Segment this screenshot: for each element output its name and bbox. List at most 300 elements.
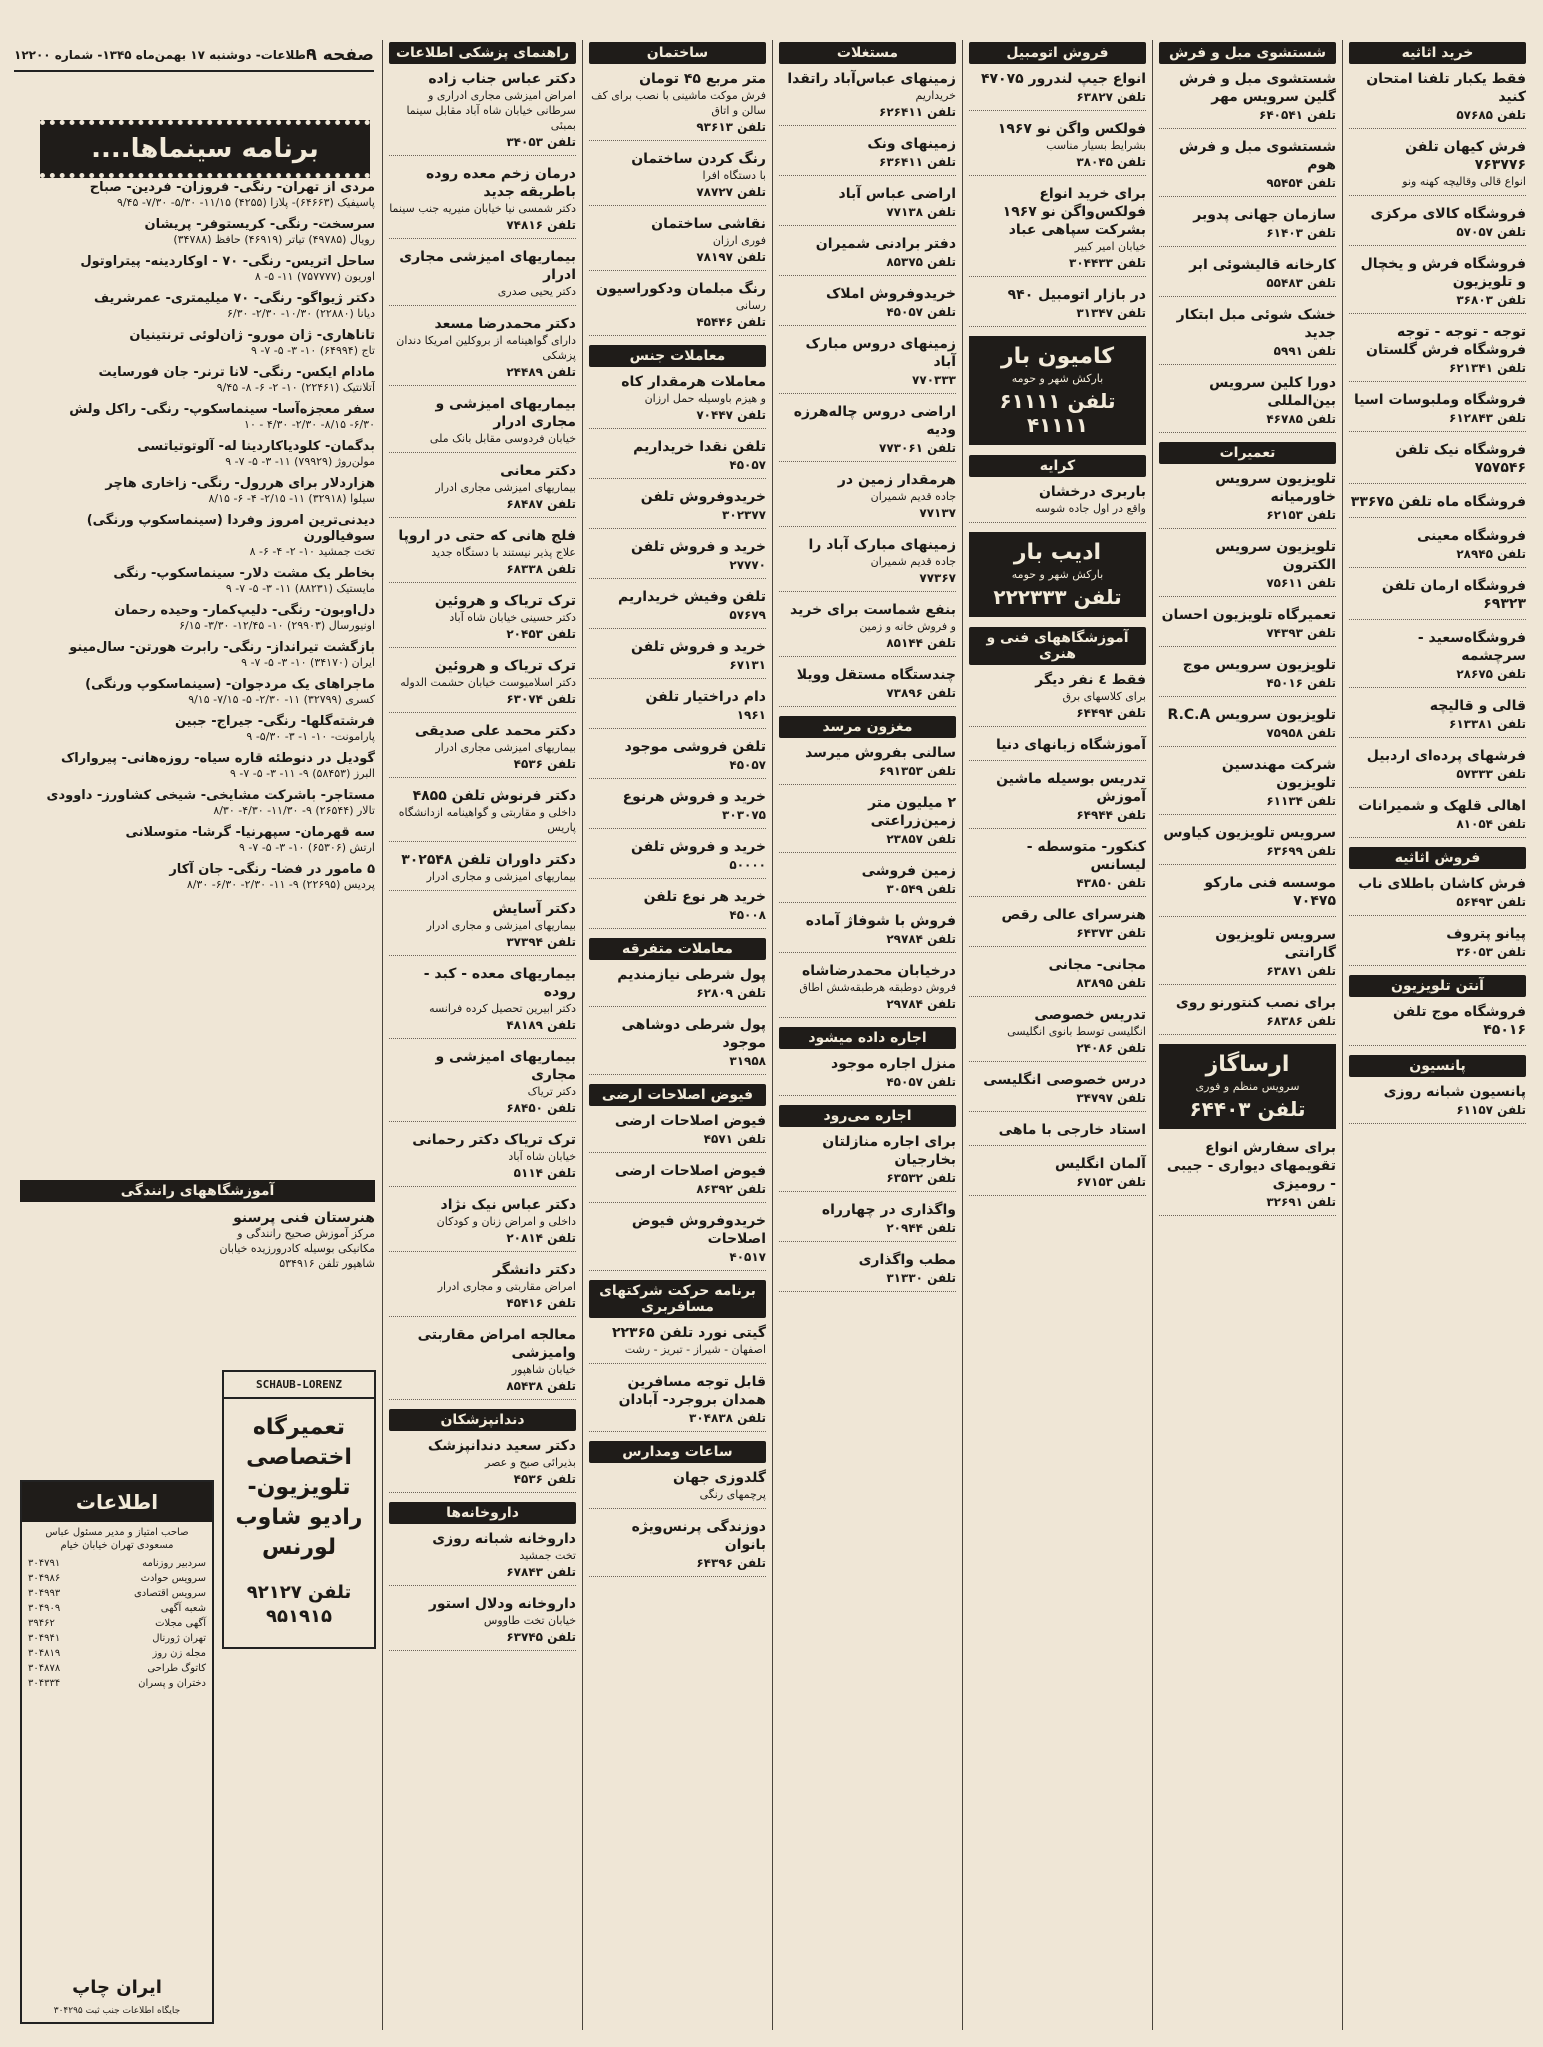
ad-title: داروخانه شبانه روزی	[432, 1531, 576, 1547]
ad-phone: تلفن ۶۸۳۸۶	[1266, 1014, 1336, 1028]
directory-phone: ۳۰۴۸۱۹	[28, 1648, 61, 1659]
ad-phone: تلفن ۶۱۱۵۷	[1456, 1103, 1526, 1117]
ad-phone: تلفن ۲۴۴۸۹	[506, 365, 576, 379]
ad-title: فروشگاه ارمان تلفن ۶۹۳۲۳	[1381, 578, 1526, 612]
section-header: معاملات جنس	[589, 345, 766, 367]
classified-ad	[1159, 256, 1336, 297]
ad-body: با دستگاه افرا	[702, 169, 766, 182]
cinema-showtimes: ۶/۳۰- ۸/۱۵- ۲/۳۰- ۴/۳۰ - ۱۰	[244, 418, 375, 431]
ad-title: بیماریهای امیزشی و مجاری ادرار	[435, 396, 576, 430]
cinema-film-title: تاناهاری- ژان مورو- ژان‌لوئی ترنتینیان	[129, 328, 375, 343]
ad-title: فروشگاه معینی	[1416, 528, 1526, 544]
ad-phone: ۳۰۳۰۷۵	[722, 808, 766, 822]
ad-title: معالجه امراض مقاربتی وامیزشی	[417, 1327, 576, 1361]
ad-title: دفتر برادنی شمیران	[815, 236, 956, 252]
ad-body: برای کلاسهای برق	[1062, 690, 1146, 703]
ad-title: مطب واگذاری	[858, 1252, 956, 1268]
classified-ad	[779, 794, 956, 853]
cinema-film-title: مردی از تهران- رنگی- فروزان- فردین- صباح	[89, 180, 375, 195]
classified-ad	[969, 956, 1146, 997]
ad-phone: تلفن ۶۸۳۳۸	[506, 562, 576, 576]
ad-body: انگلیسی توسط بانوی انگلیسی	[1007, 1025, 1146, 1038]
ad-title: بیماریهای امیزشی و مجاری	[435, 1049, 576, 1083]
classified-ad	[779, 185, 956, 226]
classified-ad	[589, 588, 766, 629]
cinema-listing	[20, 825, 375, 855]
ad-title: دکتر آسایش	[492, 901, 576, 917]
ad-title: چندستگاه مستقل وویلا	[796, 667, 956, 683]
schaub-lorenz-logo: SCHAUB-LORENZ	[224, 1372, 374, 1399]
classified-ad	[389, 70, 576, 156]
classified-ad	[779, 403, 956, 462]
ad-title: درخیابان محمدرضاشاه	[801, 963, 956, 979]
ad-title: دکتر محمد علی صدیقی	[414, 723, 576, 739]
section-header: برنامه حرکت شرکتهای مسافربری	[589, 1280, 766, 1318]
ad-body: بیماریهای امیزشی مجاری ادرار	[435, 741, 576, 754]
ad-title: آلمان انگلیس	[1055, 1156, 1146, 1172]
cinema-listing	[20, 439, 375, 469]
ad-title: خرید و فروش تلفن	[630, 839, 766, 855]
classified-ad	[969, 1155, 1146, 1196]
classified-ad	[969, 1006, 1146, 1062]
ad-phone: ۲۷۷۷۰	[729, 558, 766, 572]
ad-body: تخت جمشید	[519, 1549, 576, 1562]
ad-title: خریدوفروش تلفن	[640, 489, 766, 505]
ad-title: سرویس تلویزیون گارانتی	[1215, 927, 1336, 961]
ad-title: ۲ میلیون متر زمین‌زراعتی	[868, 795, 956, 829]
classified-ad	[589, 215, 766, 271]
classified-ad	[779, 471, 956, 527]
classified-ad	[389, 1196, 576, 1252]
ad-title: تلویزیون سرویس R.C.A	[1167, 707, 1336, 723]
ad-title: خشک شوئی مبل ابتکار جدید	[1176, 307, 1336, 341]
cinema-listing	[20, 640, 375, 670]
directory-label: سرویس حوادث	[140, 1573, 206, 1584]
date-line: اطلاعات- دوشنبه ۱۷ بهمن‌ماه ۱۳۴۵- شماره ۱۲۲۰۰	[14, 48, 311, 62]
ad-title: تلویزیون سرویس الکترون	[1215, 539, 1336, 573]
ad-title: تعمیرگاه تلویزیون احسان	[1161, 607, 1336, 623]
ad-title: فرشهای پرده‌ای اردبیل	[1366, 748, 1526, 764]
ad-title: شرکت مهندسین تلویزیون	[1221, 757, 1336, 791]
column-medical	[382, 40, 582, 2030]
classified-ad	[1159, 70, 1336, 129]
banner-sub: بارکش شهر و حومه	[1011, 372, 1104, 385]
directory-label: دختران و پسران	[138, 1678, 206, 1689]
classified-ad	[1159, 1139, 1336, 1216]
classified-ad	[1159, 656, 1336, 697]
ad-phone: تلفن ۴۶۷۸۵	[1266, 412, 1336, 426]
ad-phone: تلفن ۴۵۴۴۶	[696, 315, 766, 329]
ad-body: خیابان شاهپور	[511, 1363, 576, 1376]
ad-phone: تلفن ۸۵۳۷۵	[886, 255, 956, 269]
ad-title: دکتر عباس نیک نژاد	[440, 1197, 576, 1213]
cinema-film-title: مادام ایکس- رنگی- لانا ترنر- جان فورسایت	[98, 365, 375, 380]
directory-row	[22, 1556, 212, 1571]
ad-title: دکتر عباس جناب زاده	[428, 71, 576, 87]
ad-phone: تلفن ۵۵۴۸۳	[1266, 276, 1336, 290]
banner-title: ارساگاز	[1205, 1052, 1290, 1077]
ettelaat-info: صاحب امتیاز و مدیر مسئول عباس مسعودی تهران خیابان خیام	[45, 1527, 189, 1551]
ad-phone: ۴۵۰۵۷	[729, 458, 766, 472]
directory-row	[22, 1586, 212, 1601]
ad-phone: تلفن ۶۱۱۳۴	[1266, 794, 1336, 808]
cinema-showtimes: تخت جمشید ۱۰- ۲- ۴- ۶- ۸	[249, 545, 375, 558]
ad-title: پول شرطی نیازمندیم	[617, 967, 766, 983]
classified-ad	[389, 527, 576, 583]
classified-ad	[589, 1324, 766, 1364]
ad-body: داخلی و مقاربتی و گواهینامه ازدانشگاه پاریس	[398, 806, 576, 834]
ad-body: اصفهان - شیراز - تبریز - رشت	[624, 1343, 766, 1356]
ad-title: دکتر داوران تلفن ۳۰۲۵۴۸	[401, 852, 576, 868]
ad-phone: تلفن ۲۸۹۴۵	[1456, 547, 1526, 561]
ad-title: معاملات هرمقدار کاه	[621, 374, 766, 390]
classified-ad	[969, 838, 1146, 897]
classified-ad	[589, 1469, 766, 1509]
column-furniture	[1342, 40, 1532, 2030]
classified-ad	[589, 280, 766, 336]
schaub-lorenz-ad	[222, 1370, 376, 1649]
ad-title: اهالی قلهک و شمیرانات	[1358, 798, 1526, 814]
cinema-showtimes: رویال (۴۹۷۸۵) تیاتر (۴۶۹۱۹) حافظ (۳۴۷۸۸)	[173, 233, 375, 246]
classified-ad	[779, 70, 956, 126]
ad-phone: تلفن ۲۸۶۷۵	[1456, 667, 1526, 681]
banner-phone: تلفن ۶۱۱۱۱ ۴۱۱۱۱	[999, 389, 1116, 437]
ad-phone: تلفن ۴۵۳۶	[513, 757, 576, 771]
directory-label: سردبیر روزنامه	[142, 1558, 206, 1569]
ad-phone: تلفن ۴۵۳۶	[513, 1472, 576, 1486]
classified-ad	[969, 286, 1146, 327]
classified-ad	[1159, 138, 1336, 197]
section-header: ساختمان	[589, 42, 766, 64]
classified-ad	[1349, 323, 1526, 382]
cinema-film-title: ساحل اتریس- رنگی- ۷۰ - اوکاردینه- پیتراوتول	[80, 254, 375, 269]
column-automobiles	[962, 40, 1152, 2030]
ad-phone: تلفن ۴۵۰۵۷	[886, 305, 956, 319]
classified-ad	[589, 1162, 766, 1203]
ad-phone: تلفن ۶۳۵۳۲	[886, 1171, 956, 1185]
ad-title: کارخانه قالیشوئی ابر	[1189, 257, 1336, 273]
ad-phone: تلفن ۴۵۴۱۶	[506, 1296, 576, 1310]
ad-title: دام دراختیار تلفن	[645, 689, 766, 705]
ad-title: پیانو پتروف	[1446, 926, 1526, 942]
ad-title: تدریس خصوصی	[1034, 1007, 1146, 1023]
cinema-showtimes: پاسیفیک (۶۴۶۶۳)- پلازا (۴۲۵۵) ۱۱/۱۵- ۵/۳۰- ۷/۳۰- ۹/۴۵	[116, 196, 375, 209]
cinema-showtimes: اوریون (۷۵۷۷۷۷) ۱۱- ۵- ۸	[254, 270, 375, 283]
ad-phone: تلفن ۶۱۲۸۴۳	[1449, 411, 1526, 425]
directory-row	[22, 1571, 212, 1586]
ad-body: دکتر حسینی خیابان شاه آباد	[449, 611, 576, 624]
ad-phone: تلفن ۸۶۳۹۲	[696, 1182, 766, 1196]
ad-title: متر مربع ۴۵ تومان	[639, 71, 766, 87]
section-header: مستغلات	[779, 42, 956, 64]
classified-ad	[1159, 824, 1336, 865]
ad-phone: تلفن ۳۶۰۵۳	[1456, 945, 1526, 959]
ad-phone: تلفن ۷۸۷۲۷	[696, 185, 766, 199]
ad-body: خیابان فردوسی مقابل بانک ملی	[429, 432, 576, 445]
classified-ad	[1349, 70, 1526, 129]
cinema-showtimes: ارتش (۶۵۳۰۶) ۱۰- ۳- ۵- ۷- ۹	[239, 841, 375, 854]
ad-phone: تلفن ۶۴۰۵۴۱	[1259, 108, 1336, 122]
cinema-listing	[20, 603, 375, 633]
directory-phone: ۳۰۴۳۳۴	[28, 1678, 61, 1689]
ad-title: نقاشی ساختمان	[651, 216, 766, 232]
column-cleaning-repairs	[1152, 40, 1342, 2030]
ad-phone: ۵۰۰۰۰	[729, 858, 766, 872]
classified-ad	[1159, 606, 1336, 647]
section-header: ساعات ومدارس	[589, 1441, 766, 1463]
ad-title: شستشوی مبل و فرش هوم	[1179, 139, 1336, 173]
classified-ad	[389, 851, 576, 891]
classified-ad	[779, 1055, 956, 1096]
ad-title: دکتر دانشگر	[493, 1262, 576, 1278]
section-header: اجاره می‌رود	[779, 1105, 956, 1127]
cinema-listing	[20, 788, 375, 818]
classified-ad	[1159, 306, 1336, 365]
ad-phone: تلفن ۶۳۶۹۹	[1266, 844, 1336, 858]
cinema-listing	[20, 217, 375, 247]
ad-body: دارای گواهینامه از بروکلین امریکا دندان پزشکی	[396, 334, 576, 362]
ad-title: زمینهای عباس‌آباد راتقدا	[787, 71, 956, 87]
driving-school-title: هنرستان فنی پرسنو	[233, 1210, 375, 1226]
ad-title: تدریس بوسیله ماشین آموزش	[996, 771, 1146, 805]
classified-ad	[389, 1595, 576, 1651]
directory-phone: ۳۰۴۸۷۸	[28, 1663, 61, 1674]
ad-body: انواع قالی وقالیچه کهنه ونو	[1402, 175, 1526, 188]
classified-ad	[1159, 206, 1336, 247]
classified-ad	[969, 483, 1146, 523]
ad-title: خریدوفروش املاک	[825, 286, 956, 302]
ad-title: فقط ٤ نفر دیگر	[1035, 672, 1146, 688]
ad-phone: ۳۱۹۵۸	[729, 1054, 766, 1068]
section-header: فروش اثاثیه	[1349, 847, 1526, 869]
directory-label: مجله زن روز	[152, 1648, 206, 1659]
cinema-film-title: مستاجر- باشرکت مشایخی- شیخی کشاورز- داوودی	[46, 788, 375, 803]
ad-body: خریداریم	[915, 89, 956, 102]
ad-phone: تلفن ۶۴۳۹۶	[696, 1556, 766, 1570]
ad-body: خیابان شاه آباد	[508, 1150, 576, 1163]
classified-ad	[1349, 797, 1526, 838]
ad-title: خرید و فروش تلفن	[630, 639, 766, 655]
ad-phone: تلفن ۷۸۱۹۷	[696, 250, 766, 264]
ad-title: فلج هانی که حتی در اروپا	[398, 528, 576, 544]
classified-ad	[1349, 1083, 1526, 1124]
ad-body: دکتر یحیی صدری	[497, 285, 576, 298]
ad-title: فروشگاه ماه تلفن ۳۳۶۷۵	[1350, 494, 1526, 510]
section-header: مغزون مرسد	[779, 716, 956, 738]
ad-phone: ۴۵۰۵۷	[729, 758, 766, 772]
ad-title: فرش کیهان تلفن ۷۶۳۷۷۶	[1405, 139, 1526, 173]
cinema-listing	[20, 476, 375, 506]
ad-title: برای خرید انواع فولکس‌واگن نو ۱۹۶۷ بشرکت سپاهی عباد	[1002, 186, 1146, 238]
ettelaat-box	[20, 1480, 214, 2024]
ad-body: پرچمهای رنگی	[699, 1488, 766, 1501]
cinema-film-title: ۵ مامور در فضا- رنگی- جان آکار	[169, 862, 375, 877]
classified-ad	[1349, 697, 1526, 738]
ad-body: بذیرائی صبح و عصر	[485, 1456, 576, 1469]
ad-title: دورا کلین سرویس بین‌المللی	[1209, 375, 1336, 409]
classified-ad	[389, 965, 576, 1039]
ad-title: هرمقدار زمین در	[837, 472, 956, 488]
boxed-banner-ad	[1159, 1044, 1336, 1129]
ad-phone: تلفن ۲۳۸۵۷	[886, 832, 956, 846]
ad-phone: تلفن ۲۹۷۸۴	[886, 932, 956, 946]
directory-label: آگهی مجلات	[155, 1618, 206, 1629]
classified-ad	[779, 666, 956, 707]
ad-title: بنفع شماست برای خرید	[790, 602, 956, 618]
cinema-film-title: دل‌اوبون- رنگی- دلیپ‌کمار- وحیده رحمان	[114, 603, 375, 618]
ad-title: گلدوزی جهان	[673, 1470, 766, 1486]
classified-ad	[1349, 441, 1526, 484]
cinema-listing	[20, 402, 375, 432]
ad-phone: ۳۰۲۳۷۷	[722, 508, 766, 522]
ad-body: علاج پذیر نیستند با دستگاه جدید	[431, 546, 576, 559]
ad-phone: تلفن ۳۴۷۹۷	[1076, 1091, 1146, 1105]
ad-body: رسانی	[735, 299, 766, 312]
classified-ad	[389, 165, 576, 239]
cinema-film-title: سرسخت- رنگی- کریستوفر- پریشان	[144, 217, 375, 232]
banner-title: ادیب بار	[1013, 540, 1102, 565]
ad-title: فروشگاه وملبوسات اسیا	[1354, 392, 1526, 408]
ad-phone: تلفن ۳۷۳۹۴	[506, 935, 576, 949]
classified-ad	[1349, 391, 1526, 432]
section-header: فیوض اصلاحات ارضی	[589, 1084, 766, 1106]
ad-body: امراض مقاربتی و مجاری ادرار	[437, 1280, 576, 1293]
ad-title: فروشگاه کالای مرکزی	[1370, 206, 1526, 222]
directory-row	[22, 1601, 212, 1616]
ad-body: امراض امیزشی مجاری ادراری و سرطانی خیابان شاه آباد مقابل سینما بمبئی	[406, 89, 576, 132]
classified-ad	[779, 235, 956, 276]
classified-ad	[389, 1261, 576, 1317]
ad-title: تلویزیون سرویس خاورمیانه	[1215, 471, 1336, 505]
classified-ad	[969, 120, 1146, 176]
cinema-listing	[20, 254, 375, 284]
ad-title: خرید و فروش هرنوع	[622, 789, 766, 805]
directory-row	[22, 1646, 212, 1661]
classified-ad	[389, 900, 576, 956]
section-header: آموزشگاههای فنی و هنری	[969, 627, 1146, 665]
ad-phone: تلفن ۳۰۴۴۳۳	[1069, 256, 1146, 270]
classified-ad	[589, 838, 766, 879]
cinema-showtimes: پردیس (۲۲۶۹۵) ۹- ۱۱- ۲/۳۰- ۶/۳۰- ۸/۳۰	[186, 878, 375, 891]
ad-phone: تلفن ۴۵۰۱۶	[1266, 676, 1336, 690]
directory-row	[22, 1631, 212, 1646]
ad-phone: تلفن ۲۰۴۵۳	[506, 627, 576, 641]
ad-body: واقع در اول جاده شوسه	[1035, 502, 1146, 515]
cinema-listing	[20, 862, 375, 892]
ad-title: زمینهای مبارک آباد را	[808, 537, 956, 553]
classified-ad	[589, 738, 766, 779]
ad-title: تلویزیون سرویس موج	[1182, 657, 1336, 673]
classified-ad	[389, 1326, 576, 1400]
classified-ad	[779, 335, 956, 394]
ad-title: موسسه فنی مارکو ۷۰۴۷۵	[1204, 875, 1336, 909]
classified-ad	[1159, 538, 1336, 597]
ad-title: فرش کاشان باطلای ناب	[1358, 876, 1526, 892]
ad-phone: تلفن ۶۴۴۹۴	[1076, 706, 1146, 720]
classified-ad	[1159, 756, 1336, 815]
directory-label: تهران ژورنال	[152, 1633, 206, 1644]
ad-title: مجانی- مجانی	[1048, 957, 1146, 973]
cinema-listing	[20, 714, 375, 744]
directory-phone: ۳۰۴۹۴۱	[28, 1633, 61, 1644]
ad-title: پانسیون شبانه روزی	[1383, 1084, 1526, 1100]
ad-body: بیماریهای امیزشی مجاری ادرار	[435, 481, 576, 494]
cinema-film-title: فرشته‌گلها- رنگی- جیراج- جبین	[174, 714, 375, 729]
ad-phone: ۶۷۱۳۱	[729, 658, 766, 672]
classified-ad	[779, 1201, 956, 1242]
cinema-film-title: بخاطر یک مشت دلار- سینماسکوپ- رنگی	[113, 566, 375, 581]
classified-ad	[969, 185, 1146, 277]
ad-title: دوزندگی پرنس‌ویژه بانوان	[631, 1519, 766, 1553]
section-header: فروش اتومبیل	[969, 42, 1146, 64]
ad-title: خرید هر نوع تلفن	[643, 889, 766, 905]
classified-ad	[969, 671, 1146, 727]
ad-phone: تلفن ۹۵۴۵۴	[1266, 176, 1336, 190]
classified-ad	[589, 438, 766, 479]
ad-phone: تلفن ۵۷۰۵۷	[1456, 225, 1526, 239]
cinema-film-title: سه قهرمان- سپهرنیا- گرشا- متوسلانی	[125, 825, 375, 840]
directory-phone: ۳۰۴۹۰۹	[28, 1603, 61, 1614]
ad-title: فولکس واگن نو ۱۹۶۷	[997, 121, 1146, 137]
ad-title: فروشگاه فرش و یخچال و تلویزیون	[1360, 256, 1526, 290]
ad-phone: تلفن ۶۳۶۴۱۱	[879, 155, 956, 169]
ad-title: درس خصوصی انگلیسی	[983, 1072, 1146, 1088]
ad-phone: تلفن ۳۰۵۴۹	[886, 882, 956, 896]
classified-ad	[969, 906, 1146, 947]
ad-title: زمین فروشی	[861, 863, 956, 879]
ad-phone: تلفن ۷۰۴۴۷	[696, 408, 766, 422]
ad-title: واگذاری در چهارراه	[821, 1202, 956, 1218]
ad-phone: تلفن ۳۶۸۰۳	[1456, 293, 1526, 307]
column-real-estate	[772, 40, 962, 2030]
classified-ad	[1349, 875, 1526, 916]
cinema-showtimes: مایستیک (۸۸۲۳۱) ۱۱- ۳- ۵- ۷- ۹	[225, 582, 375, 595]
ad-body: دکتر ابیرین تحصیل کرده فرانسه	[429, 1002, 576, 1015]
ad-title: سازمان جهانی پدوبر	[1193, 207, 1336, 223]
page-number: صفحه ۹	[306, 45, 374, 65]
ad-phone: تلفن ۴۵۷۱	[703, 1132, 766, 1146]
ad-body: فوری ارزان	[712, 234, 766, 247]
classified-ad	[389, 592, 576, 648]
classified-ad	[589, 70, 766, 141]
cinema-showtimes: تاج (۶۴۹۹۴) ۱۰- ۳- ۵- ۷- ۹	[250, 344, 375, 357]
ad-title: استاد خارجی با ماهی	[998, 1122, 1146, 1138]
ad-title: فروش با شوفاژ آماده	[805, 913, 956, 929]
ad-body: فرش موکت ماشینی با نصب برای کف سالن و اتاق	[591, 89, 766, 117]
classified-ad	[1349, 1003, 1526, 1046]
classified-ad	[389, 1048, 576, 1122]
ad-title: تلفن فروشی موجود	[624, 739, 766, 755]
cinema-film-title: سفر معجزه‌آسا- سینماسکوپ- رنگی- راکل ولش	[69, 402, 375, 417]
ad-phone: ۵۷۶۷۹	[729, 608, 766, 622]
ad-title: توجه - توجه - توجه فروشگاه فرش گلستان	[1366, 324, 1526, 358]
classified-ad	[1349, 255, 1526, 314]
ad-title: زمینهای دروس مبارک آباد	[805, 336, 956, 370]
section-header: آنتن تلویزیون	[1349, 975, 1526, 997]
ad-phone: تلفن ۶۲۸۰۹	[696, 986, 766, 1000]
ad-phone: ۷۷۱۳۷	[919, 506, 956, 520]
ad-phone: تلفن ۶۲۱۳۴۱	[1449, 361, 1526, 375]
classified-ad	[389, 1131, 576, 1187]
ad-title: سالنی بفروش میرسد	[805, 745, 956, 761]
classified-ad	[589, 966, 766, 1007]
ad-title: قالی و قالیچه	[1429, 698, 1526, 714]
classified-ad	[589, 488, 766, 529]
ad-body: داخلی و امراض زنان و کودکان	[436, 1215, 576, 1228]
ad-phone: تلفن ۶۸۴۸۷	[506, 497, 576, 511]
cinema-listing	[20, 328, 375, 358]
classified-ad	[1349, 925, 1526, 966]
